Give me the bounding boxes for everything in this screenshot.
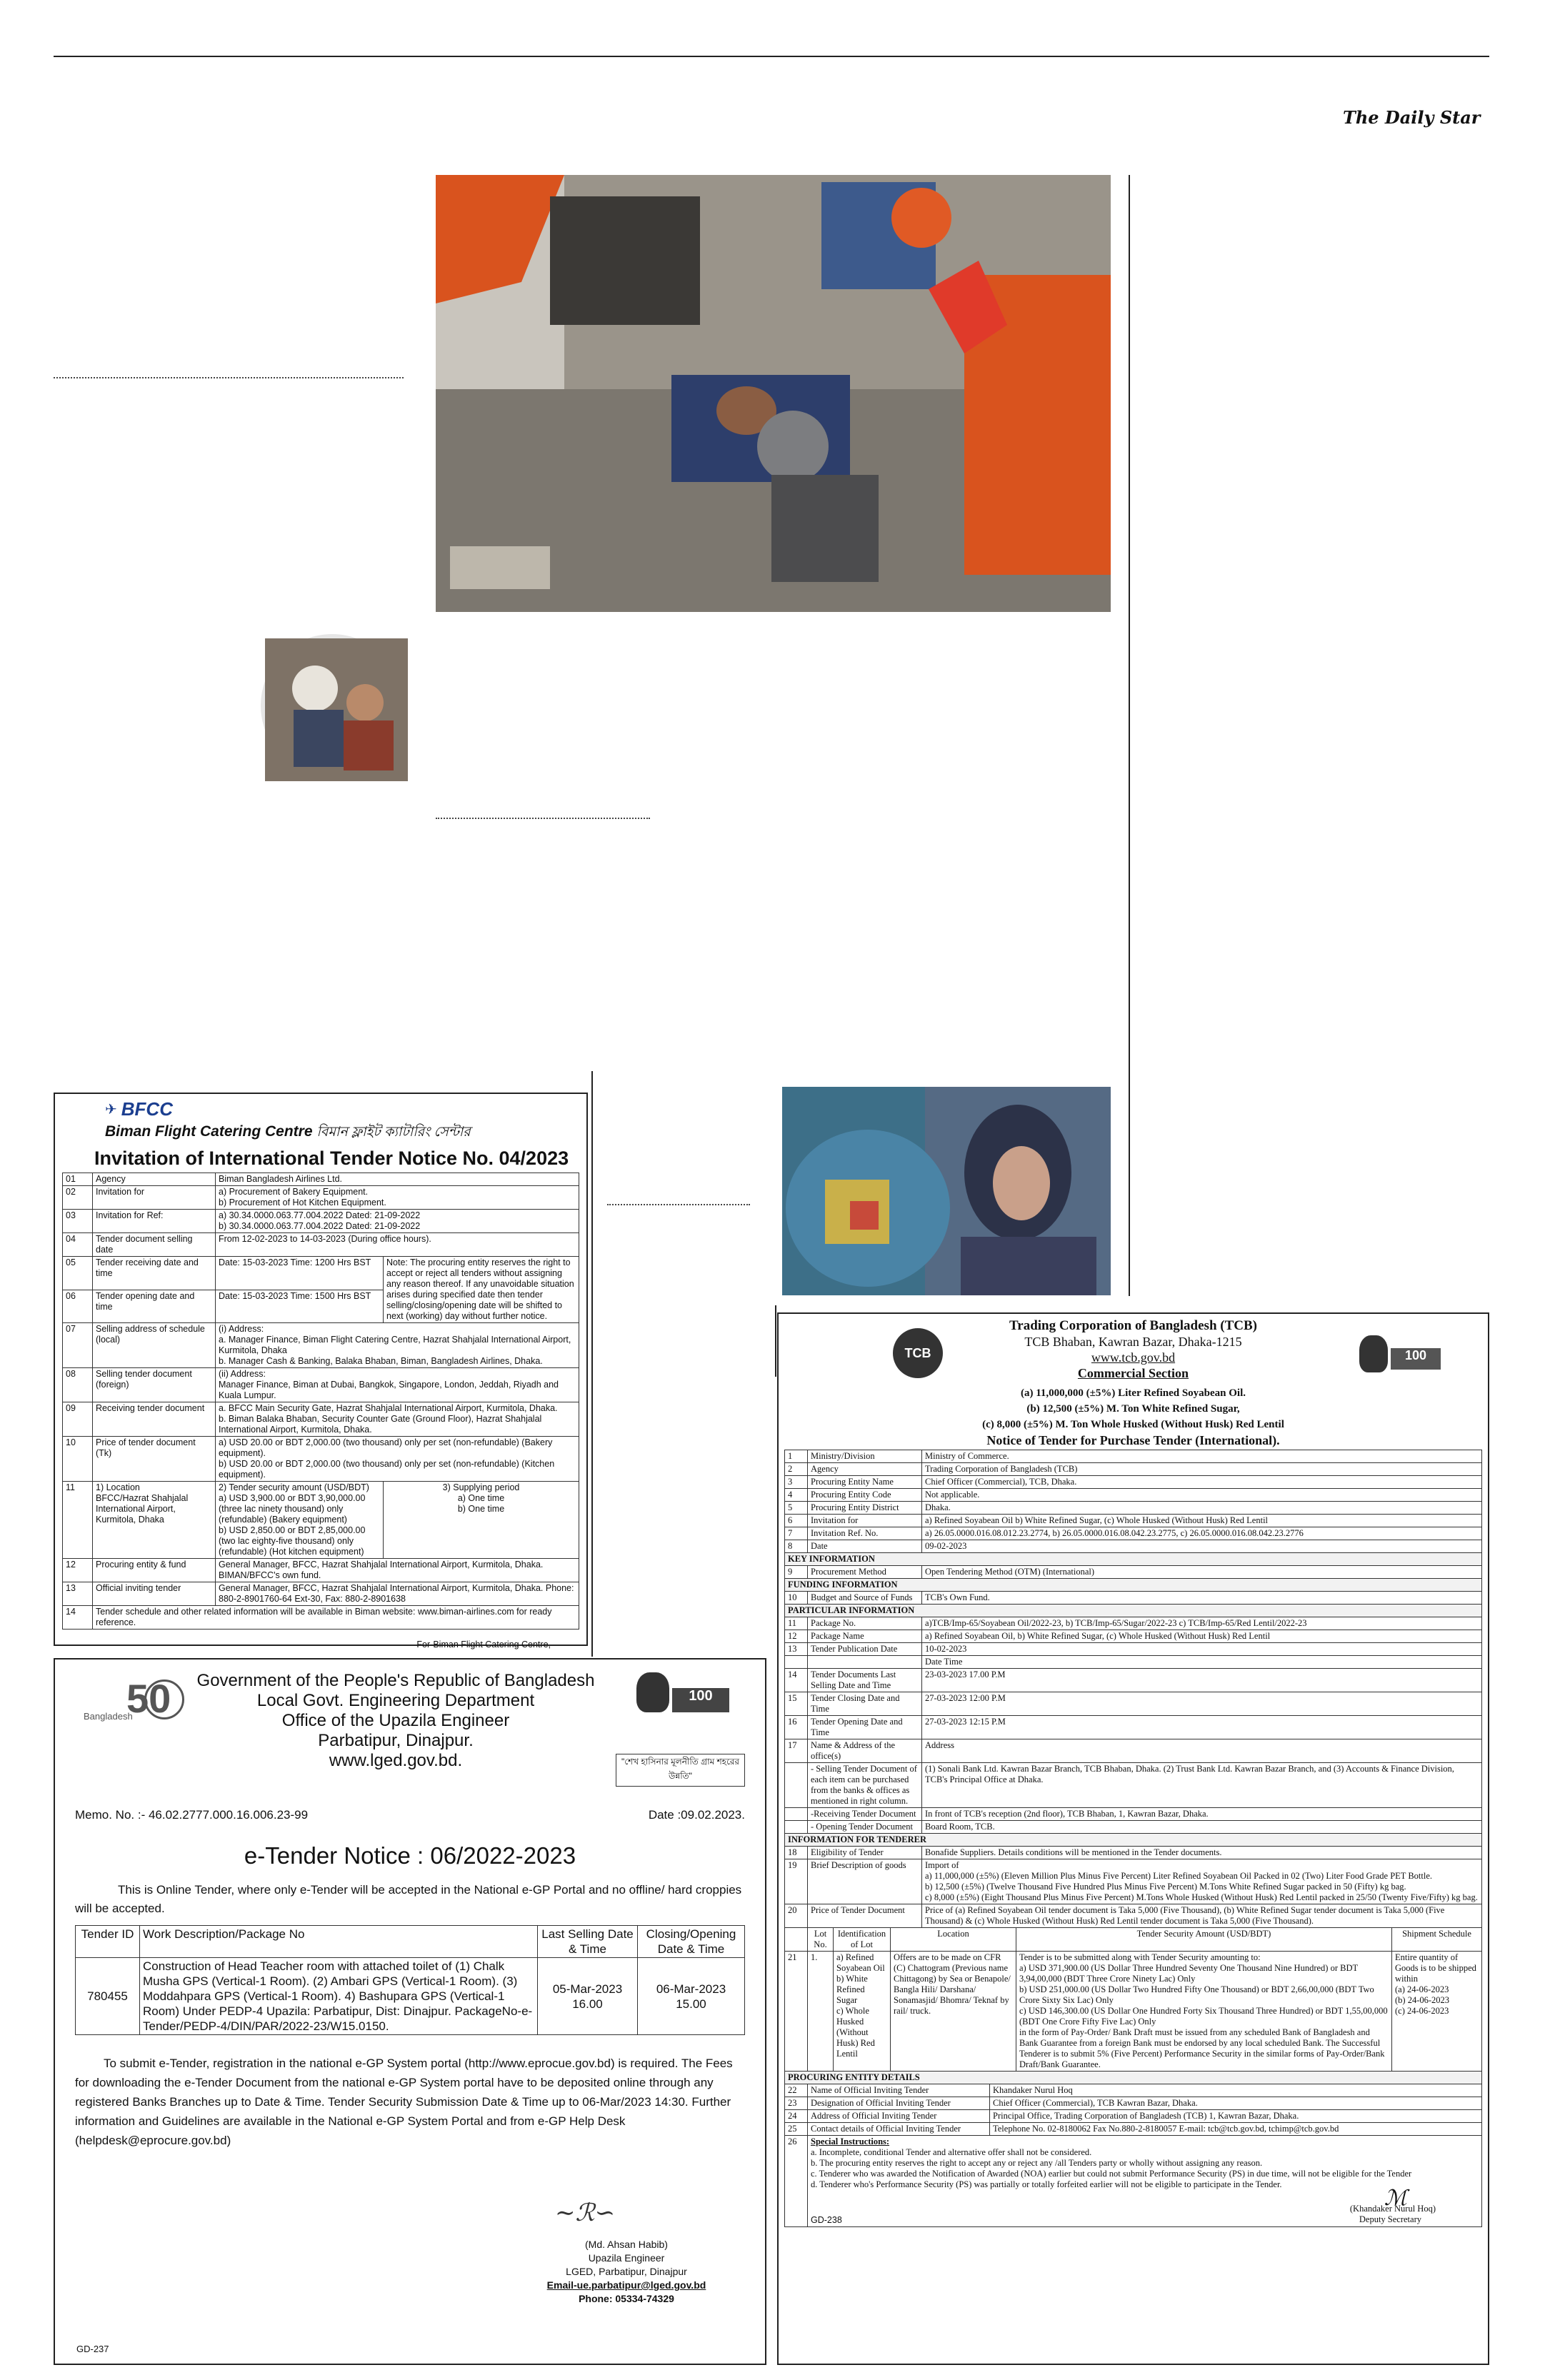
row-value: a) Refined Soyabean Oil, b) White Refined Sugar, (c) Whole Husked (Without Husk) Red Lentil	[922, 1630, 1482, 1643]
rescue-photo	[436, 175, 1111, 612]
row-value: Bonafide Suppliers. Details conditions will be mentioned in the Tender documents.	[922, 1847, 1482, 1859]
section-header: INFORMATION FOR TENDERER	[785, 1834, 1482, 1847]
row-value: Not applicable.	[922, 1489, 1482, 1502]
row-number: 7	[785, 1527, 808, 1540]
lged-code: GD-237	[76, 2344, 109, 2354]
row-number: 4	[785, 1489, 808, 1502]
lged-heading: Government of the People's Republic of Bangladesh Local Govt. Engineering Department Office of the Upazila Engineer Parbatipur, Dinajpur. www.lged.gov.bd.	[196, 1671, 595, 1770]
row-number: 06	[63, 1290, 93, 1323]
row-number: 14	[785, 1669, 808, 1692]
row-value: Telephone No. 02-8180062 Fax No.880-2-8180057 E-mail: tcb@tcb.gov.bd, tchimp@tcb.gov.bd	[990, 2123, 1482, 2136]
table-row	[785, 2110, 1482, 2123]
mujib-portrait: 100	[629, 1672, 736, 1751]
row-value: 27-03-2023 12:15 P.M	[922, 1716, 1482, 1739]
row-number: 07	[63, 1323, 93, 1368]
table-row	[785, 1489, 1482, 1502]
bfcc-signature-org: For-Biman Flight Catering Centre,	[416, 1640, 551, 1650]
lged-body: To submit e-Tender, registration in the national e-GP System portal (http://www.eprocue.gov.bd) is required. The Fees for downloading the e-Tender Document from the national e-GP System portal have to be deposited online through any registered Banks Branches up to Date & Time. Tender Security Submission Date & Time up to 06-Mar/2023 14:30. Further information and Guidelines are available in the National e-GP System Portal and from e-GP Help Desk (helpdesk@eprocure.gov.bd)	[75, 2057, 733, 2147]
row-number: 8	[785, 1540, 808, 1553]
bfcc-logo: ✈ BFCC	[105, 1098, 173, 1120]
tcb-signature: (Khandaker Nurul Hoq) Deputy Secretary	[1349, 2204, 1436, 2224]
row-label: Procuring Entity Code	[808, 1489, 922, 1502]
row-number	[785, 1656, 808, 1669]
table-row	[785, 1656, 1482, 1669]
table-row	[63, 1606, 579, 1630]
table-row	[785, 1763, 1482, 1808]
table-row	[63, 1559, 579, 1582]
row-value: 09-02-2023	[922, 1540, 1482, 1553]
row-label: Agency	[808, 1463, 922, 1476]
lged-title: e-Tender Notice : 06/2022-2023	[244, 1842, 576, 1869]
col-header: Location	[891, 1928, 1016, 1952]
lged-intro: This is Online Tender, where only e-Tender will be accepted in the National e-GP Portal and no offline/ hard croppies will be accepted.	[75, 1883, 742, 1915]
inset-photo	[261, 634, 404, 777]
row-number: 24	[785, 2110, 808, 2123]
row-label: 1) Location BFCC/Hazrat Shahjalal International Airport, Kurmitola, Dhaka	[93, 1482, 216, 1559]
table-row	[63, 1323, 579, 1368]
row-number: 12	[63, 1559, 93, 1582]
row-value: Address	[922, 1739, 1482, 1763]
table-row	[785, 1476, 1482, 1489]
row-value: (ii) Address: Manager Finance, Biman at Dubai, Bangkok, Singapore, London, Jeddah, Riyadh and Kuala Lumpur.	[216, 1368, 579, 1402]
row-value: a) Refined Soyabean Oil b) White Refined Sugar, (c) Whole Husked (Without Husk) Red Lentil	[922, 1515, 1482, 1527]
row-label: -Receiving Tender Document	[808, 1808, 922, 1821]
row-label: Price of tender document (Tk)	[93, 1437, 216, 1482]
row-label: Package No.	[808, 1617, 922, 1630]
row-value: General Manager, BFCC, Hazrat Shahjalal International Airport, Kurmitola, Dhaka. BIMAN/BFCC's own fund.	[216, 1559, 579, 1582]
bfcc-note: Note: The procuring entity reserves the right to accept or reject all tenders without assigning any reason thereof. If any unavoidable situation arises during specified date then tender selling/closing/opening date will be shifted to next (working) day without further notice.	[384, 1257, 579, 1323]
row-number: 20	[785, 1904, 808, 1928]
row-label: - Opening Tender Document	[808, 1821, 922, 1834]
table-row	[63, 1368, 579, 1402]
row-label: Address of Official Inviting Tender	[808, 2110, 990, 2123]
row-number: 13	[785, 1643, 808, 1656]
table-row	[785, 1859, 1482, 1904]
top-rule	[54, 56, 1489, 57]
table-row	[785, 1630, 1482, 1643]
table-row	[63, 1402, 579, 1437]
row-value: Dhaka.	[922, 1502, 1482, 1515]
column-rule	[591, 1071, 593, 1657]
row-label: - Selling Tender Document of each item can be purchased from the banks & offices as mentioned in right column.	[808, 1763, 922, 1808]
tcb-logo: TCB	[893, 1328, 943, 1378]
table-row	[785, 1739, 1482, 1763]
row-value: Chief Officer (Commercial), TCB Kawran Bazar, Dhaka.	[990, 2097, 1482, 2110]
row-value: a)TCB/Imp-65/Soyabean Oil/2022-23, b) TCB/Imp-65/Sugar/2022-23 c) TCB/Imp-65/Red Lentil/2022-23	[922, 1617, 1482, 1630]
section-header: PARTICULAR INFORMATION	[785, 1605, 1482, 1617]
table-row	[63, 1257, 579, 1290]
col-header: Tender Security Amount (USD/BDT)	[1016, 1928, 1392, 1952]
row-value: a) 26.05.0000.016.08.012.23.2774, b) 26.05.0000.016.08.042.23.2775, c) 26.05.0000.016.08.042.23.2776	[922, 1527, 1482, 1540]
row-number: 5	[785, 1502, 808, 1515]
row-label: Name of Official Inviting Tender	[808, 2084, 990, 2097]
row-number: 6	[785, 1515, 808, 1527]
table-row	[785, 1592, 1482, 1605]
row-value: Principal Office, Trading Corporation of Bangladesh (TCB) 1, Kawran Bazar, Dhaka.	[990, 2110, 1482, 2123]
row-label: Tender schedule and other related information will be available in Biman website: www.biman-airlines.com for ready reference.	[93, 1606, 579, 1630]
table-row	[785, 1540, 1482, 1553]
row-value: (1) Sonali Bank Ltd. Kawran Bazar Branch, TCB Bhaban, Dhaka. (2) Trust Bank Ltd. Kawran Bazar Branch, and (3) Accounts & Finance Division, TCB's Principal Office at Dhaka.	[922, 1763, 1482, 1808]
row-label: Package Name	[808, 1630, 922, 1643]
row-value: Open Tendering Method (OTM) (International)	[922, 1566, 1482, 1579]
row-label: Selling address of schedule (local)	[93, 1323, 216, 1368]
section-header-row	[785, 1553, 1482, 1566]
table-row	[785, 1904, 1482, 1928]
masthead: The Daily Star	[1343, 107, 1481, 128]
row-label: Agency	[93, 1173, 216, 1186]
table-row	[785, 1527, 1482, 1540]
row-label: Tender Documents Last Selling Date and Time	[808, 1669, 922, 1692]
row-extra: 3) Supplying period a) One time b) One time	[384, 1482, 579, 1559]
row-label: Procuring Entity District	[808, 1502, 922, 1515]
table-row	[785, 1821, 1482, 1834]
tcb-heading: Trading Corporation of Bangladesh (TCB) TCB Bhaban, Kawran Bazar, Dhaka-1215 www.tcb.gov.bd Commercial Section (a) 11,000,000 (±5%) Liter Refined Soyabean Oil. (b) 12,500 (±5%) M. Ton White Refined Sugar, (c) 8,000 (±5%) M. Ton Whole Husked (Without Husk) Red Lentil Notice of Tender for Purchase Tender (International).	[784, 1318, 1482, 1448]
table-row	[63, 1437, 579, 1482]
section-header-row	[785, 1579, 1482, 1592]
tender-id: 780455	[76, 1958, 140, 2035]
row-number: 22	[785, 2084, 808, 2097]
row-label: Procuring Entity Name	[808, 1476, 922, 1489]
row-label: Invitation for Ref:	[93, 1210, 216, 1233]
table-row	[785, 1716, 1482, 1739]
row-value: Date: 15-03-2023 Time: 1200 Hrs BST	[216, 1257, 384, 1290]
row-number: 19	[785, 1859, 808, 1904]
row-number: 11	[63, 1482, 93, 1559]
table-row	[63, 1210, 579, 1233]
tcb-code: GD-238	[811, 2215, 842, 2225]
row-value: Price of (a) Refined Soyabean Oil tender document is Taka 5,000 (Five Thousand), (b) White Refined Sugar tender document is Taka 5,000 (Five Thousand) & (c) Whole Husked (Without Husk) Red Lentil tender document is Taka 5,000 (Five Thousand).	[922, 1904, 1482, 1928]
bfcc-name: Biman Flight Catering Centre	[105, 1123, 313, 1140]
row-label: Brief Description of goods	[808, 1859, 922, 1904]
tcb-details-table: PROCURING ENTITY DETAILS 22 Name of Official Inviting Tender Khandaker Nurul Hoq 23 Designation of Official Inviting Tender Chief Officer (Commercial), TCB Kawran Bazar, Dhaka. 24 Address of Official Inviting Tender Principal Office, Trading Corporation of Bangladesh (TCB) 1, Kawran Bazar, Dhaka. 25 Contact details of Official Inviting Tender Telephone No. 02-8180062 Fax No.880-2-8180057 E-mail: tcb@tcb.gov.bd, tchimp@tcb.gov.bd 26 Special Instructions: a. Incomplete, conditional Tender and alternative offer shall not be considered. b. The procuring entity reserves the right to accept any or reject any /all Tenders party or wholly without assigning any reason. c. Tenderer who was awarded the Notification of Awarded (NOA) earlier but could not submit Performance Security (PS) in due time, will not be eligible for the Tender d. Tenderer who's Performance Security (PS) was partially or totally forfeited earlier will not be eligible to participate in the Tender. ℳ (Khandaker Nurul Hoq) Deputy Secretary GD-238	[784, 2071, 1482, 2227]
lged-slogan: "শেখ হাসিনার মূলনীতি গ্রাম শহরের উন্নতি"	[616, 1754, 745, 1787]
row-number: 01	[63, 1173, 93, 1186]
mourning-woman-photo	[782, 1087, 1111, 1295]
tcb-table	[784, 1450, 1482, 1928]
row-value: Trading Corporation of Bangladesh (TCB)	[922, 1463, 1482, 1476]
column-rule	[1129, 175, 1130, 1296]
table-row	[785, 1502, 1482, 1515]
col-header: Identification of Lot	[834, 1928, 891, 1952]
bfcc-tender-notice	[54, 1093, 588, 1650]
row-label: Official inviting tender	[93, 1582, 216, 1606]
row-number: 12	[785, 1630, 808, 1643]
row-value: Ministry of Commerce.	[922, 1450, 1482, 1463]
col-header: Tender ID	[76, 1926, 140, 1958]
row-number: 23	[785, 2097, 808, 2110]
row-label: Date	[808, 1540, 922, 1553]
row-number: 9	[785, 1566, 808, 1579]
section-header-row	[785, 1834, 1482, 1847]
row-value: (i) Address: a. Manager Finance, Biman Flight Catering Centre, Hazrat Shahjalal International Airport, Kurmitola, Dhaka b. Manager Cash & Banking, Balaka Bhaban, Biman, Bangladesh Airlines, Dhaka.	[216, 1323, 579, 1368]
table-row	[785, 1808, 1482, 1821]
section-header: PROCURING ENTITY DETAILS	[785, 2072, 1482, 2084]
table-row	[785, 2097, 1482, 2110]
row-number: 11	[785, 1617, 808, 1630]
bfcc-title: Invitation of International Tender Notice No. 04/2023	[94, 1148, 569, 1169]
bfcc-table	[62, 1173, 579, 1630]
row-label: Ministry/Division	[808, 1450, 922, 1463]
row-label: Invitation for	[93, 1186, 216, 1210]
story-separator	[436, 818, 650, 819]
table-row	[785, 1617, 1482, 1630]
row-value: Chief Officer (Commercial), TCB, Dhaka.	[922, 1476, 1482, 1489]
table-row	[785, 1566, 1482, 1579]
row-number: 10	[785, 1592, 808, 1605]
lged-signature: (Md. Ahsan Habib) Upazila Engineer LGED, Parbatipur, Dinajpur Email-ue.parbatipur@lged.gov.bd Phone: 05334-74329	[546, 2239, 706, 2304]
table-row	[785, 1669, 1482, 1692]
row-number: 08	[63, 1368, 93, 1402]
table-row	[785, 1847, 1482, 1859]
column-rule	[775, 1305, 776, 1377]
tcb-tender-notice	[777, 1312, 1489, 2365]
col-header: Work Description/Package No	[140, 1926, 538, 1958]
row-label: Tender receiving date and time	[93, 1257, 216, 1290]
row-number: 03	[63, 1210, 93, 1233]
row-number: 3	[785, 1476, 808, 1489]
col-header: Lot No.	[808, 1928, 834, 1952]
lged-table	[75, 1925, 745, 2035]
row-value: 27-03-2023 12:00 P.M	[922, 1692, 1482, 1716]
section-header: FUNDING INFORMATION	[785, 1579, 1482, 1592]
bangladesh-50-logo: 50 Bangladesh	[84, 1674, 184, 1731]
tcb-title: Notice of Tender for Purchase Tender (International).	[986, 1433, 1280, 1447]
row-number: 13	[63, 1582, 93, 1606]
story-separator	[607, 1204, 750, 1205]
table-row	[785, 2084, 1482, 2097]
row-label: Tender document selling date	[93, 1233, 216, 1257]
row-label: Contact details of Official Inviting Tender	[808, 2123, 990, 2136]
row-label: Designation of Official Inviting Tender	[808, 2097, 990, 2110]
row-value: Biman Bangladesh Airlines Ltd.	[216, 1173, 579, 1186]
row-number: 15	[785, 1692, 808, 1716]
last-selling: 05-Mar-2023 16.00	[538, 1958, 638, 2035]
row-value: TCB's Own Fund.	[922, 1592, 1482, 1605]
table-row	[785, 1643, 1482, 1656]
row-number: 14	[63, 1606, 93, 1630]
row-label: Eligibility of Tender	[808, 1847, 922, 1859]
row-number	[785, 1808, 808, 1821]
row-number: 05	[63, 1257, 93, 1290]
row-number: 09	[63, 1402, 93, 1437]
lged-memo: Memo. No. :- 46.02.2777.000.16.006.23-99	[75, 1808, 309, 1822]
row-number	[785, 1763, 808, 1808]
row-number: 2	[785, 1463, 808, 1476]
row-number: 17	[785, 1739, 808, 1763]
row-value: Khandaker Nurul Hoq	[990, 2084, 1482, 2097]
work-description: Construction of Head Teacher room with attached toilet of (1) Chalk Musha GPS (Vertical-1 Room). (2) Ambari GPS (Vertical-1 Room). (3) Moddahpara GPS (Vertical-1 Room). 4) Bashupara GPS (Vertical-1 Room) Under PEDP-4 Upazila: Parbatipur, Dist: Dinajpur. PackageNo-e-Tender/PEDP-4/DIN/PAR/2022-23/W15.0150.	[140, 1958, 538, 2035]
col-header: Closing/Opening Date & Time	[638, 1926, 745, 1958]
closing-opening: 06-Mar-2023 15.00	[638, 1958, 745, 2035]
row-label: Invitation for	[808, 1515, 922, 1527]
section-header-row	[785, 1605, 1482, 1617]
table-row	[785, 1515, 1482, 1527]
lged-date: Date :09.02.2023.	[648, 1808, 745, 1822]
row-label: Name & Address of the office(s)	[808, 1739, 922, 1763]
bfcc-name-bangla: বিমান ফ্লাইট ক্যাটারিং সেন্টার	[316, 1125, 471, 1140]
lged-signature-scrawl: ∼ℛ∽	[555, 2199, 616, 2227]
row-label: Tender Closing Date and Time	[808, 1692, 922, 1716]
table-row	[785, 1463, 1482, 1476]
row-value: 2) Tender security amount (USD/BDT) a) USD 3,900.00 or BDT 3,90,000.00 (three lac ninety thousand) only (refundable) (Bakery equipment) b) USD 2,850.00 or BDT 2,85,000.00 (two lac eighty-five thousand) only (refundable) (Hot kitchen equipment)	[216, 1482, 384, 1559]
row-label: Procurement Method	[808, 1566, 922, 1579]
row-number: 02	[63, 1186, 93, 1210]
row-value: a) Procurement of Bakery Equipment. b) Procurement of Hot Kitchen Equipment.	[216, 1186, 579, 1210]
mujib-portrait: 100	[1359, 1335, 1445, 1392]
row-number: 04	[63, 1233, 93, 1257]
row-value: General Manager, BFCC, Hazrat Shahjalal International Airport, Kurmitola, Dhaka. Phone: 880-2-8901760-64 Ext-30, Fax: 880-2-8901638	[216, 1582, 579, 1606]
table-row	[63, 1233, 579, 1257]
col-header: Shipment Schedule	[1392, 1928, 1482, 1952]
row-number	[785, 1821, 808, 1834]
row-label: Budget and Source of Funds	[808, 1592, 922, 1605]
story-separator	[54, 377, 404, 378]
row-value: From 12-02-2023 to 14-03-2023 (During office hours).	[216, 1233, 579, 1257]
row-value: 23-03-2023 17.00 P.M	[922, 1669, 1482, 1692]
row-number: 18	[785, 1847, 808, 1859]
row-label: Tender Publication Date	[808, 1643, 922, 1656]
tcb-row21-table	[784, 1927, 1482, 2072]
table-row	[785, 2123, 1482, 2136]
table-row	[63, 1482, 579, 1559]
row-label: Procuring entity & fund	[93, 1559, 216, 1582]
row-number: 1	[785, 1450, 808, 1463]
row-label: Receiving tender document	[93, 1402, 216, 1437]
table-row	[76, 1958, 745, 2035]
col-header: Last Selling Date & Time	[538, 1926, 638, 1958]
row-number: 16	[785, 1716, 808, 1739]
row-value: a) 30.34.0000.063.77.004.2022 Dated: 21-09-2022 b) 30.34.0000.063.77.004.2022 Dated: 21-09-2022	[216, 1210, 579, 1233]
table-row	[785, 1450, 1482, 1463]
table-row: 21 1. a) Refined Soyabean Oil b) White Refined Sugar c) Whole Husked (Without Husk) Red Lentil Offers are to be made on CFR (C) Chattogram (Previous name Chittagong) by Sea or Benapole/ Bangla Hili/ Darshana/ Sonamasjid/ Bhomra/ Teknaf by rail/ truck. Tender is to be submitted along with Tender Security amounting to: a) USD 371,900.00 (US Dollar Three Hundred Seventy One Thousand Nine Hundred) or BDT 3,94,00,000 (BDT Three Crore Ninety Lac) Only b) USD 251,000.00 (US Dollar Two Hundred Fifty One Thousand) or BDT 2,66,00,000 (BDT Two Crore Sixty Six Lac) Only c) USD 146,300.00 (US Dollar One Hundred Forty Six Thousand Three Hundred) or BDT 1,55,00,000 (BDT One Crore Fifty Five Lac) Only in the form of Pay-Order/ Bank Draft must be issued from any scheduled Bank of Bangladesh and Bank Guarantee from a foreign Bank must be endorsed by any local scheduled Bank. The Successful Tenderer is to submit 5% (Five Percent) Performance Security in the similar forms of Pay-Order/Bank Draft/Bank Guarantee. Entire quantity of Goods is to be shipped within (a) 24-06-2023 (b) 24-06-2023 (c) 24-06-2023	[785, 1952, 1482, 2072]
row-number: 25	[785, 2123, 808, 2136]
row-value: a. BFCC Main Security Gate, Hazrat Shahjalal International Airport, Kurmitola, Dhaka. b. Biman Balaka Bhaban, Security Counter Gate (Ground Floor), Hazrat Shahjalal International Airport, Kurmitola, Dhaka.	[216, 1402, 579, 1437]
row-value: a) USD 20.00 or BDT 2,000.00 (two thousand) only per set (non-refundable) (Bakery equipment). b) USD 20.00 or BDT 2,000.00 (two thousand) only per set (non-refundable) (Kitchen equipment).	[216, 1437, 579, 1482]
row-number: 10	[63, 1437, 93, 1482]
table-row	[785, 1692, 1482, 1716]
row-label: Tender opening date and time	[93, 1290, 216, 1323]
row-value: In front of TCB's reception (2nd floor), TCB Bhaban, 1, Kawran Bazar, Dhaka.	[922, 1808, 1482, 1821]
table-row	[63, 1186, 579, 1210]
section-header: KEY INFORMATION	[785, 1553, 1482, 1566]
row-label: Selling tender document (foreign)	[93, 1368, 216, 1402]
tcb-signature-scrawl: ℳ	[1384, 2186, 1407, 2210]
row-label	[808, 1656, 922, 1669]
table-row	[63, 1173, 579, 1186]
table-row	[63, 1582, 579, 1606]
row-value: Date Time	[922, 1656, 1482, 1669]
lged-tender-notice	[54, 1658, 766, 2365]
row-value: Board Room, TCB.	[922, 1821, 1482, 1834]
row-label: Tender Opening Date and Time	[808, 1716, 922, 1739]
row-label: Invitation Ref. No.	[808, 1527, 922, 1540]
airplane-icon: ✈	[105, 1102, 117, 1118]
special-instructions: Special Instructions: a. Incomplete, conditional Tender and alternative offer shall not be considered. b. The procuring entity reserves the right to accept any or reject any /all Tenders party or wholly without assigning any reason. c. Tenderer who was awarded the Notification of Awarded (NOA) earlier but could not submit Performance Security (PS) in due time, will not be eligible for the Tender d. Tenderer who's Performance Security (PS) was partially or totally forfeited earlier will not be eligible to participate in the Tender. ℳ (Khandaker Nurul Hoq) Deputy Secretary GD-238	[808, 2136, 1482, 2227]
row-label: Price of Tender Document	[808, 1904, 922, 1928]
row-value: Import of a) 11,000,000 (±5%) (Eleven Million Plus Minus Five Percent) Liter Refined Soyabean Oil Packed in 02 (Two) Liter Food Grade PET Bottle. b) 12,500 (±5%) (Twelve Thousand Five Hundred Plus Minus Five Percent) M.Tons White Refined Sugar packed in 50 (Fifty) kg bag. c) 8,000 (±5%) (Eight Thousand Plus Minus Five Percent) M.Tons Whole Husked (Without Husk) Red Lentil packed in 25/50 (Twenty Five/Fifty) kg bag.	[922, 1859, 1482, 1904]
row-value: Date: 15-03-2023 Time: 1500 Hrs BST	[216, 1290, 384, 1323]
row-value: 10-02-2023	[922, 1643, 1482, 1656]
